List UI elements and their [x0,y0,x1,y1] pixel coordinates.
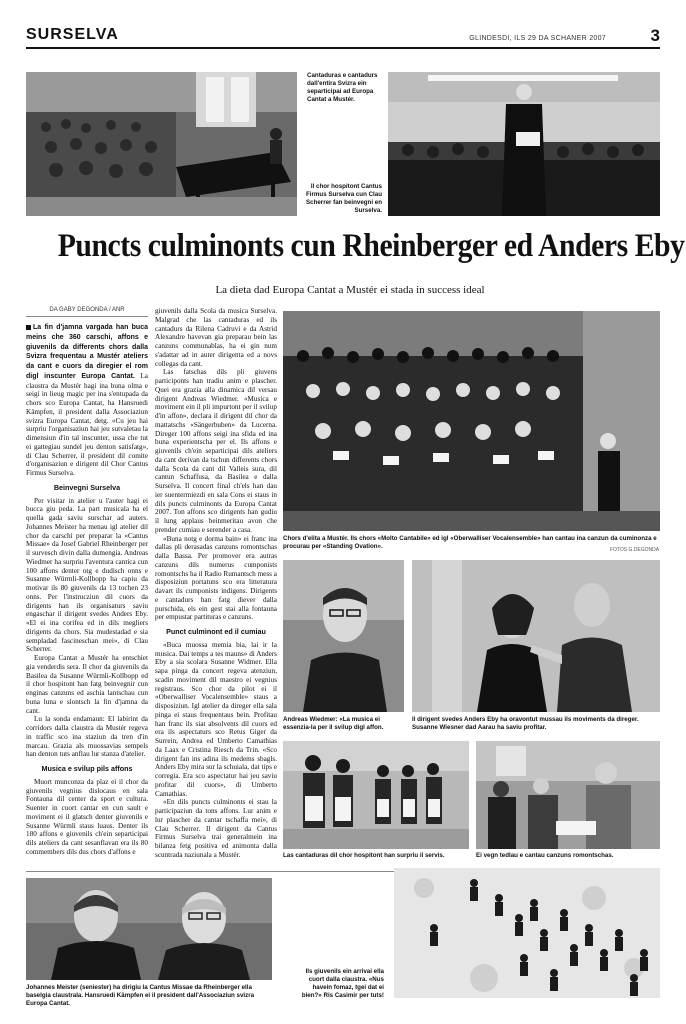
photo-canzuns [476,741,660,849]
article-paragraph: La claustra da Mustér hagi ina buna olma e seigi in lieug magic per ina s'entupada da chors sco Europa Cantat, ha Hansruedi Kämpfen, il president dalla Associaziun svizra Europa Cantat, detg. «Cu jeu hai surpriu l'organisaziun hai jeu sutvaletau la dimensiun d'in tal inscunter, ussa che tut ei gattegiau sundel jeu denton satisfatg», di Clau Scherrer, il president dil comite d'organisaziun e dirigent dil Chor Cantus Firmus Surselva. [26,371,148,477]
article-paragraph: Muort munconza da plaz ei il chor da giuvenils vegnius dislocaus en sala Fontauna dil center da sport e cultura. Suenter in cuort cantar en cun sault e moviment ei il glatsch denter giuvenils e Susanne Würmli staus luaus. Denter ils 180 affons e giuvenils ch'ein separticipai dils ateliers da cant sesanflavan era ils 80 commembers dils dus chors d'affons e [26,777,148,856]
subtitle-musica: Musica e svilup pils affons [41,764,133,773]
headline: Puncts culminonts cun Rheinberger ed Anders Eby [57,228,685,264]
caption-cantaduras: Las cantaduras dil chor hospitont han surpriu il servis. [283,852,445,859]
caption-wiedmer: Andreas Wiedmer: «La musica ei essenzia-la per il svilup digl affon. [283,716,384,731]
photo-meister-kaempfen [26,878,272,980]
photo-eby [412,560,660,712]
article-paragraph: Las fatschas dils pli giuvens participonts han tradiu anim e plascher. Quei era grazia alla dinamica dil versau dirigent Andreas Wiedmer. «Musica e moviment ein il pli impurtont per il svilup d'in affon», declara il dirigent dil chor da mattatschs «Sängerbuben» da Lucerna. Direger 100 affons seigi ina sfida ed ina buna experientscha per el. Ils affons e giuvenils ch'ein separticipai dils ateliers da cant derivan da tschun differents chors dalla Scola da cant dil Valleis sura, dil cantun Schaffusa, da Basilea e dalla Surselva. Il concert final ch'els han dau ier suentermiezdi en sala Cons ei staus in dils puncts culminonts da Europa Cantat 2007. Ton affons sco dirigents han gudiu il lung applaus beinmeritau avon che prender cumiau e serender a casa. [155,368,277,534]
caption-eby: Il dirigent svedes Anders Eby ha oravontut mussau ils moviments da direger. Susanne Wiesner dad Aarau ha saviu profitar. [412,716,639,731]
page-number: 3 [650,26,660,45]
caption-top-b: Il chor hospitont Cantus Firmus Surselva cun Clau Scherrer fan beinvegni en Surselva. [306,183,382,214]
issue-date: GLINDESDI, ILS 29 DA SCHANER 2007 [469,35,606,42]
lead-square-icon [26,325,31,330]
photo-cantaduras [283,741,469,849]
article-lead: La fin d'jamna vargada han buca meins che 360 carschi, affons e giuvenils da differents chors dalla Svizra frequentau a Mustér ateliers da cant e cuors da diregier el rom digl inscunter Europa Cantat. [26,324,148,380]
article-paragraph: «Buca muossa memia bia, lai ir la musica. Dai temps a tes mauns» di Anders Eby a sia scolara Susanne Widmer. Ella sapa pinga da concert regeva atenziun, scadin moviment dil maestro ei vegnius registraus. Sco chor da pilot ei il «Oberwalliser Vocalensemble» staus a disposiziun. Igl atelier da direger ella sala pinga ei staus frequentaus bein. Profitau han franc ils siat absolvents dil cuors ed era ils aspectaturs sco Retus Giger da Surrein, Andrea ed Umberto Camathias da Laax e Cristina Riesch da Trin. «Sco dirigent fan ins adina ils medems sbagls. Anders Eby mira sur la schuiala, dat tips e corregia. Era sco aspectatur hai jeu saviu profitar dil cuors», di Umberto Camathias. [155,640,277,798]
article-paragraph: «Buna notg e dorma bain» ei franc ina dallas pli derasadas canzuns romontschas dalla Bassa. Per promover era autras canzuns dils numerus cumponists romontschs ha il Radio Rumantsch mess a disposiziun portatuns sco era litteratura davart ils cumponists indigens. Dirigents e cantadurs han fatg diever dalla purschida, els ein gest stai alla fontauna per empustar partituras e canzuns. [155,534,277,622]
photo-choirs-main [283,311,660,531]
caption-giuvenils: Ils giuvenils ein arrivai ella cuort dalla claustra. «Nus havein fomaz, tgei dat ei bien?» Ris Casimir per tuts! [301,968,384,999]
article-paragraph: «En dils puncts culminonts ei stau la participaziun da tons affons. Lur anim e lur plascher da cantar tschaffa mei», di Clau Scherrer. Il dirigent da Cantus Firmus Surselva trai generalmein ina bilanza fetg positiva ed animonta dalla scuntrada naziunala a Mustér. [155,798,277,859]
byline: DA GABY DEGONDA / ANR [26,307,148,317]
photo-credit: FOTOS G.DEGONDA [610,547,660,553]
article-paragraph: Lu la sonda endamaun: El labirint da corridors dalla claustra da Mustér regeva in traffic sco ina staziun da tren d'in marcau. Grazia als muossavias sempels han denton tuts anflau lur stanza d'atelier. [26,715,148,759]
section-title: SURSELVA [26,26,119,43]
article-column-1 [26,323,148,898]
photo-scherrer [388,72,660,216]
photo-giuvenils-snow [394,868,660,998]
subtitle-beinvegni: Beinvegni Surselva [53,482,121,492]
caption-top-a: Cantaduras e cantadurs dall'entira Svizra ein separticipai ad Europa Cantat a Mustér. [307,72,378,103]
photo-wiedmer [283,560,404,712]
subtitle-punct: Punct culminont ed il cumiau [166,627,266,636]
subhead: La dieta dad Europa Cantat a Mustér ei stada in success ideal [215,284,485,296]
caption-meister: Johannes Meister (seniester) ha dirigiu la Cantus Missae da Rheinberger ella baselgia claustrala. Hansruedi Kämpfen ei il president dall'Associaziun svizra Europa Cantat. [26,984,255,1007]
article-paragraph: giuvenils dalla Scola da musica Surselva. Malgrad che las cantaduras ed ils cantadurs da Rilena Cadruvi e da Astrid Alexandre havevan gia preparau bein las canzuns communablas, ha ei gin num s'adattar ad in auter dirigenta ed a novs collegas da cant. [155,307,277,368]
caption-main: Chors d'elita a Mustér. Ils chors «Molto Cantabile» ed igl «Oberwalliser Vocalensemble» han cantau ina canzun da cuminonza e procurau per «Standing Ovation». [283,535,657,550]
article-paragraph: Europa Cantat a Mustér ha entschiet gia venderdis sera. Il chor da giuvenils da Basilea da Susanne Würmli-Kollbopp ed il chor hospitont han fatg beinvegnir cun enginas canzuns ed aschia lantschau cun buna luna e slontsch la fin d'jamna da cant. [26,654,148,715]
article-paragraph: Per visitar in atelier u l'auter hagi ei bucca giu peda. La part musicala ha el quella gada saviu surschar ad auters. Johannes Meister ha menau igl atelier dil chor da carschi per preparar la «Cantus Missae» da Josef Gabriel Rheinberger per il survesch divin dalla dumengia. Andreas Wiedmer ha surpriu l'aventura cantica cun 100 affons denter otg e dudisch onns e Susanne Würmli-Kollbopp ha capiu da motivar ils 80 giuvenils da 13 tochen 23 onns. Per l'instrucziun dil cuors da dirigents han ils organisaturs saviu engaschar il dirigent svedes Anders Eby. «El ei ina corifea ed in dils megliers dirigents da chors. Sia mudestadad e sia sempladad fascineschan mei», di Clau Scherrer. [26,496,148,654]
caption-canzuns: Ei vegn tedlau e cantau canzuns romontschas. [476,852,614,859]
photo-rehearsal-piano [26,72,297,216]
header-rule [26,47,660,49]
article-column-2 [155,307,277,897]
